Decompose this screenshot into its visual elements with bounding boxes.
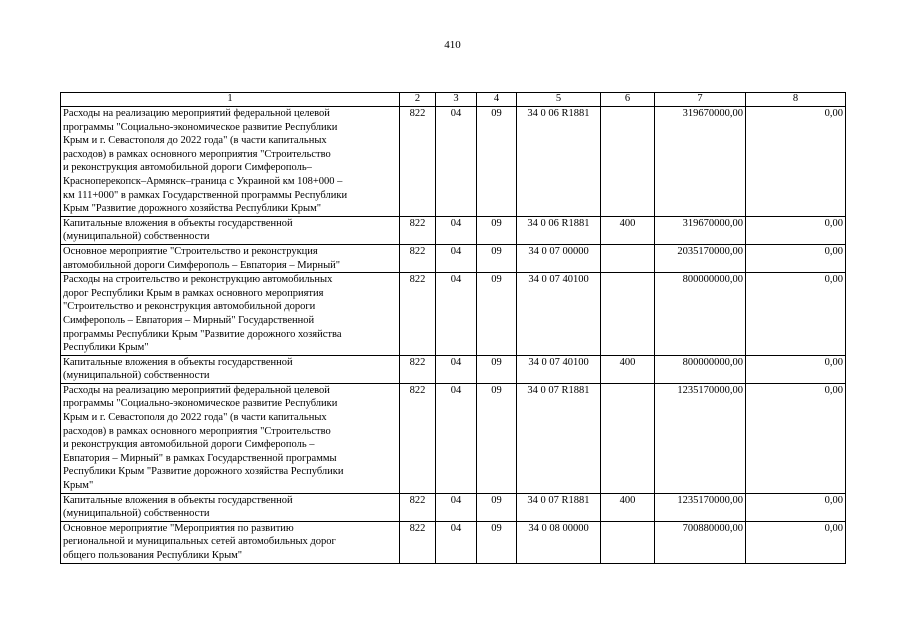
row-description [61, 493, 400, 521]
header-col-1: 1 [61, 93, 400, 107]
table-row [61, 355, 846, 383]
code-subsection: 09 [477, 216, 517, 244]
description-line: Капитальные вложения в объекты государственной [63, 217, 293, 229]
code-expense-type: 400 [601, 355, 655, 383]
row-description [61, 216, 400, 244]
description-line: автомобильной дороги Симферополь – Евпатория – Мирный" [63, 259, 341, 271]
table-row [61, 107, 846, 217]
table-row [61, 493, 846, 521]
code-target-article: 34 0 07 R1881 [517, 493, 601, 521]
amount-cell: 1235170000,00 [655, 383, 746, 493]
amount-cell-secondary: 0,00 [746, 383, 846, 493]
code-ministry: 822 [400, 355, 436, 383]
description-line: Основное мероприятие "Мероприятия по развитию [63, 522, 294, 534]
amount-cell-secondary: 0,00 [746, 244, 846, 272]
table-row [61, 273, 846, 356]
description-line: Расходы на строительство и реконструкцию автомобильных [63, 274, 333, 286]
description-line: Красноперекопск–Армянск–граница с Украиной км 108+000 – [63, 175, 343, 187]
code-subsection: 09 [477, 273, 517, 356]
description-line: (муниципальной) собственности [63, 370, 210, 382]
description-line: региональной и муниципальных сетей автомобильных дорог [63, 536, 336, 548]
table-body [61, 107, 846, 564]
amount-cell: 1235170000,00 [655, 493, 746, 521]
description-line: Капитальные вложения в объекты государственной [63, 356, 293, 368]
table-header [61, 93, 846, 107]
row-description [61, 107, 400, 217]
code-subsection: 09 [477, 107, 517, 217]
description-line: расходов) в рамках основного мероприятия "Строительство [63, 425, 331, 437]
amount-cell: 319670000,00 [655, 216, 746, 244]
description-line: Евпатория – Мирный" в рамках Государственной программы [63, 452, 337, 464]
description-line: расходов) в рамках основного мероприятия "Строительство [63, 148, 331, 160]
code-target-article: 34 0 07 40100 [517, 355, 601, 383]
header-col-8: 8 [746, 93, 846, 107]
budget-table [60, 92, 846, 564]
description-line: программы "Социально-экономическое развитие Республики [63, 398, 338, 410]
code-ministry: 822 [400, 521, 436, 563]
description-line: Крым" [63, 480, 94, 492]
header-col-5: 5 [517, 93, 601, 107]
amount-cell: 800000000,00 [655, 273, 746, 356]
code-target-article: 34 0 07 R1881 [517, 383, 601, 493]
amount-cell: 800000000,00 [655, 355, 746, 383]
header-col-3: 3 [436, 93, 477, 107]
code-subsection: 09 [477, 383, 517, 493]
code-expense-type: 400 [601, 216, 655, 244]
code-expense-type [601, 383, 655, 493]
code-expense-type [601, 521, 655, 563]
code-section: 04 [436, 383, 477, 493]
row-description [61, 244, 400, 272]
code-subsection: 09 [477, 521, 517, 563]
description-line: программы Республики Крым "Развитие дорожного хозяйства [63, 328, 342, 340]
code-ministry: 822 [400, 216, 436, 244]
description-line: общего пользования Республики Крым" [63, 550, 243, 561]
code-section: 04 [436, 107, 477, 217]
header-col-7: 7 [655, 93, 746, 107]
amount-cell-secondary: 0,00 [746, 521, 846, 563]
description-line: дорог Республики Крым в рамках основного мероприятия [63, 287, 324, 299]
table-row [61, 216, 846, 244]
table-row [61, 383, 846, 493]
amount-cell: 319670000,00 [655, 107, 746, 217]
code-target-article: 34 0 06 R1881 [517, 216, 601, 244]
amount-cell-secondary: 0,00 [746, 273, 846, 356]
code-expense-type [601, 244, 655, 272]
code-section: 04 [436, 216, 477, 244]
description-line: км 111+000" в рамках Государственной программы Республики [63, 189, 348, 201]
description-line: Крым "Развитие дорожного хозяйства Республики Крым" [63, 203, 322, 215]
amount-cell: 700880000,00 [655, 521, 746, 563]
description-line: (муниципальной) собственности [63, 231, 210, 243]
description-line: Крым и г. Севастополя до 2022 года" (в части капитальных [63, 135, 327, 147]
code-target-article: 34 0 08 00000 [517, 521, 601, 563]
row-description [61, 273, 400, 356]
code-ministry: 822 [400, 493, 436, 521]
header-col-4: 4 [477, 93, 517, 107]
page-number: 410 [444, 39, 461, 51]
code-expense-type [601, 107, 655, 217]
code-subsection: 09 [477, 244, 517, 272]
code-target-article: 34 0 07 00000 [517, 244, 601, 272]
description-line: Республики Крым" [63, 342, 149, 354]
description-line: Республики Крым "Развитие дорожного хозяйства Республики [63, 466, 344, 478]
row-description [61, 521, 400, 563]
description-line: Расходы на реализацию мероприятий федеральной целевой [63, 384, 330, 396]
description-line: "Строительство и реконструкция автомобильной дороги [63, 301, 316, 313]
code-subsection: 09 [477, 493, 517, 521]
table-row [61, 521, 846, 563]
description-line: и реконструкция автомобильной дороги Симферополь– [63, 162, 312, 174]
description-line: и реконструкция автомобильной дороги Симферополь – [63, 439, 315, 451]
table-row [61, 244, 846, 272]
description-line: Капитальные вложения в объекты государственной [63, 494, 293, 506]
code-expense-type: 400 [601, 493, 655, 521]
code-target-article: 34 0 07 40100 [517, 273, 601, 356]
code-section: 04 [436, 521, 477, 563]
code-expense-type [601, 273, 655, 356]
code-subsection: 09 [477, 355, 517, 383]
amount-cell-secondary: 0,00 [746, 216, 846, 244]
description-line: Симферополь – Евпатория – Мирный" Государственной [63, 314, 315, 326]
header-col-2: 2 [400, 93, 436, 107]
code-ministry: 822 [400, 107, 436, 217]
description-line: (муниципальной) собственности [63, 508, 210, 520]
code-ministry: 822 [400, 273, 436, 356]
amount-cell-secondary: 0,00 [746, 493, 846, 521]
amount-cell-secondary: 0,00 [746, 107, 846, 217]
row-description [61, 355, 400, 383]
description-line: Крым и г. Севастополя до 2022 года" (в части капитальных [63, 412, 327, 424]
code-ministry: 822 [400, 244, 436, 272]
code-section: 04 [436, 273, 477, 356]
header-col-6: 6 [601, 93, 655, 107]
description-line: Расходы на реализацию мероприятий федеральной целевой [63, 108, 330, 119]
code-section: 04 [436, 493, 477, 521]
amount-cell: 2035170000,00 [655, 244, 746, 272]
description-line: Основное мероприятие "Строительство и реконструкция [63, 245, 318, 257]
code-section: 04 [436, 244, 477, 272]
code-section: 04 [436, 355, 477, 383]
row-description [61, 383, 400, 493]
description-line: программы "Социально-экономическое развитие Республики [63, 121, 338, 133]
header-row [61, 93, 846, 107]
code-target-article: 34 0 06 R1881 [517, 107, 601, 217]
amount-cell-secondary: 0,00 [746, 355, 846, 383]
code-ministry: 822 [400, 383, 436, 493]
